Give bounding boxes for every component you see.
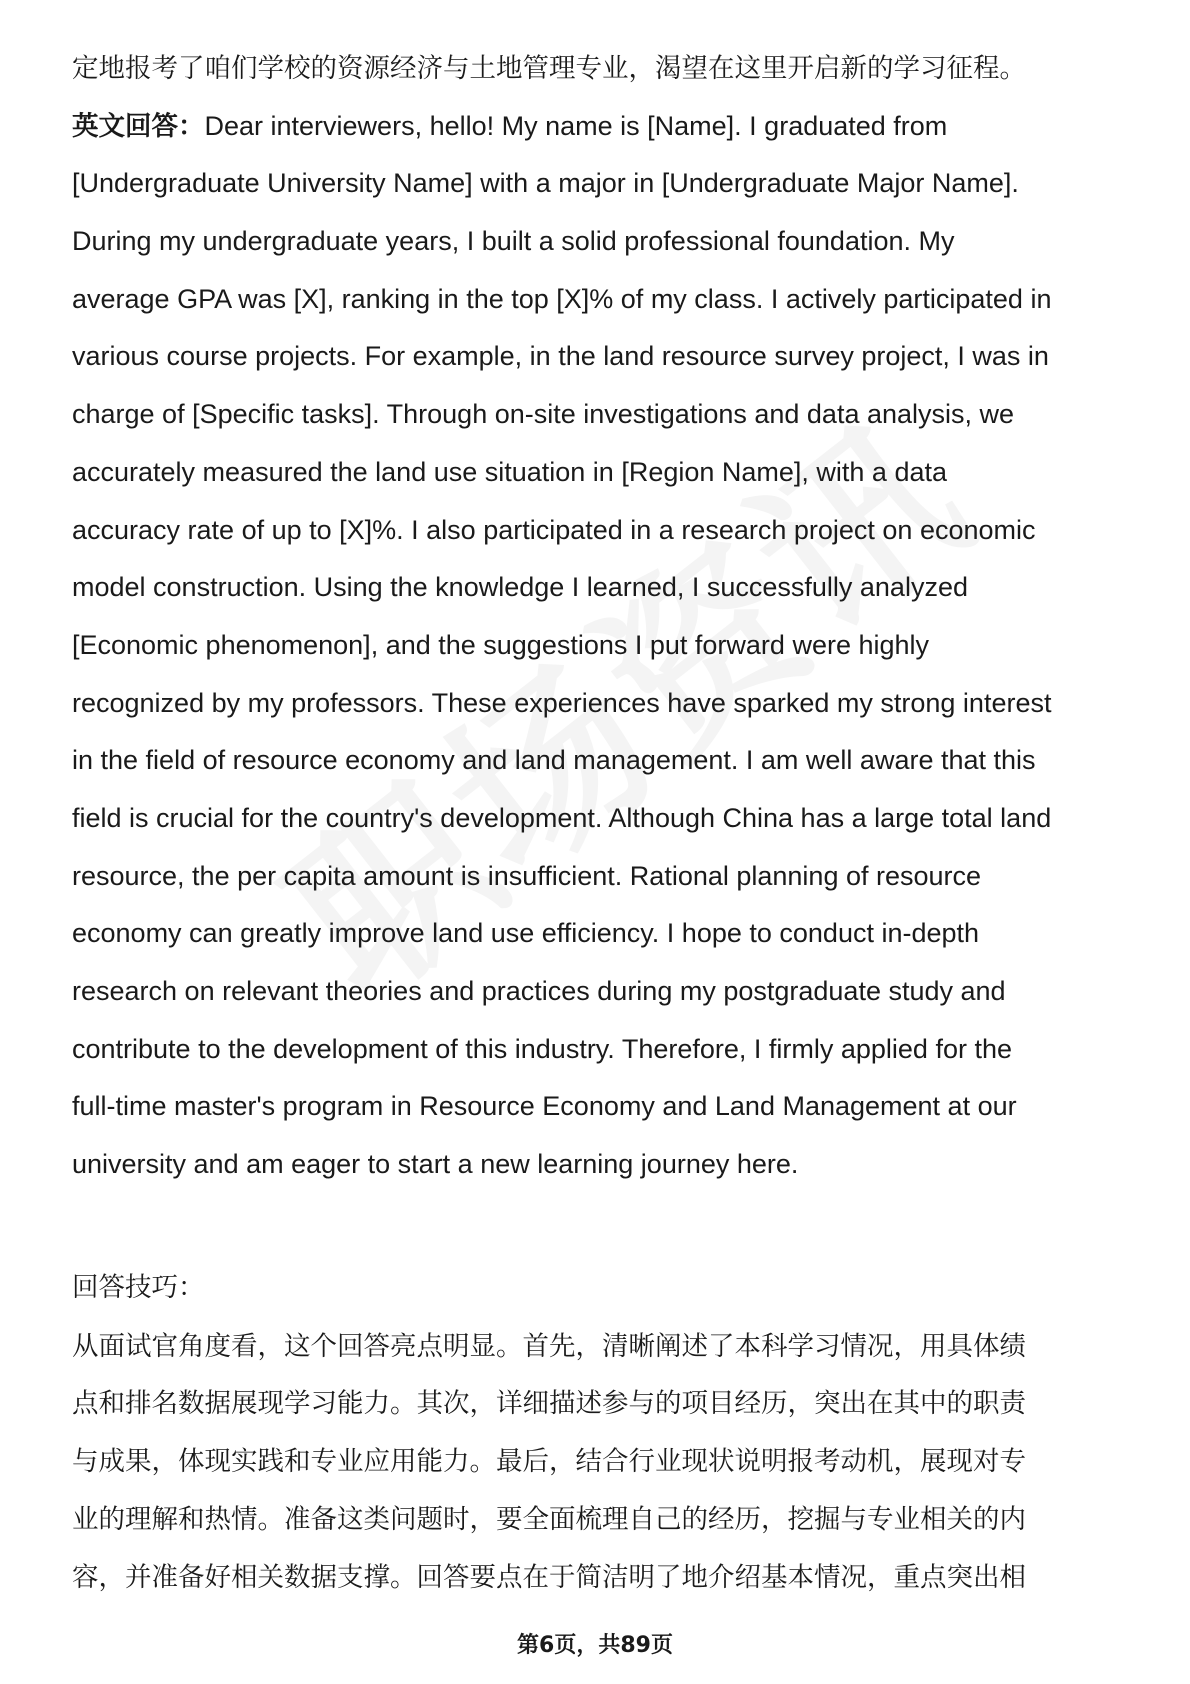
english-answer-line: full-time master's program in Resource Economy and Land Management at our — [72, 1091, 1017, 1122]
english-answer-line: in the field of resource economy and land management. I am well aware that this — [72, 745, 1036, 776]
english-answer-line: accurately measured the land use situation in [Region Name], with a data — [72, 456, 947, 487]
english-answer-line: [Undergraduate University Name] with a major in [Undergraduate Major Name]. — [72, 168, 1019, 199]
english-answer-line: university and am eager to start a new learning journey here. — [72, 1149, 799, 1180]
english-answer-line: research on relevant theories and practices during my postgraduate study and — [72, 976, 1006, 1006]
tips-line: 与成果，体现实践和专业应用能力。最后，结合行业现状说明报考动机，展现对专 — [72, 1446, 1026, 1478]
tips-heading: 回答技巧： — [72, 1271, 205, 1303]
english-answer-line: resource, the per capita amount is insufficient. Rational planning of resource — [72, 860, 982, 891]
english-answer-line-0: Dear interviewers, hello! My name is [Name]. I graduated from — [204, 110, 948, 141]
tips-line: 业的理解和热情。准备这类问题时，要全面梳理自己的经历，挖掘与专业相关的内 — [72, 1503, 1026, 1535]
english-answer-body — [72, 155, 1132, 1193]
page-number: 第6页，共89页 — [517, 1633, 673, 1658]
english-answer-line: average GPA was [X], ranking in the top [X]% of my class. I actively participated in — [72, 283, 1052, 314]
tips-line: 从面试官角度看，这个回答亮点明显。首先，清晰阐述了本科学习情况，用具体绩 — [72, 1330, 1026, 1362]
english-answer-line: contribute to the development of this industry. Therefore, I firmly applied for the — [72, 1033, 1012, 1064]
english-answer-line: During my undergraduate years, I built a solid professional foundation. My — [72, 226, 955, 257]
english-answer-first-line — [72, 98, 1132, 156]
tips-body — [72, 1318, 1132, 1606]
english-answer-line: model construction. Using the knowledge I learned, I successfully analyzed — [72, 572, 968, 603]
english-answer-line: various course projects. For example, in the land resource survey project, I was in — [72, 341, 1049, 372]
english-answer-line: economy can greatly improve land use efficiency. I hope to conduct in-depth — [72, 918, 980, 949]
english-answer-line: [Economic phenomenon], and the suggestions I put forward were highly — [72, 629, 930, 660]
english-answer-line: charge of [Specific tasks]. Through on-site investigations and data analysis, we — [72, 399, 1015, 430]
document-page — [72, 40, 1132, 1606]
english-answer-line: accuracy rate of up to [X]%. I also participated in a research project on economic — [72, 514, 1036, 545]
tips-line: 点和排名数据展现学习能力。其次，详细描述参与的项目经历，突出在其中的职责 — [72, 1388, 1026, 1420]
section-spacer — [72, 1194, 1132, 1258]
tips-line: 容，并准备好相关数据支撑。回答要点在于简洁明了地介绍基本情况，重点突出相 — [72, 1561, 1026, 1593]
chinese-intro-continuation: 定地报考了咱们学校的资源经济与土地管理专业，渴望在这里开启新的学习征程。 — [72, 53, 1026, 84]
english-answer-label: 英文回答： — [72, 110, 205, 142]
english-answer-line: recognized by my professors. These experiences have sparked my strong interest — [72, 687, 1052, 718]
english-answer-line: field is crucial for the country's development. Although China has a large total land — [72, 802, 1052, 833]
